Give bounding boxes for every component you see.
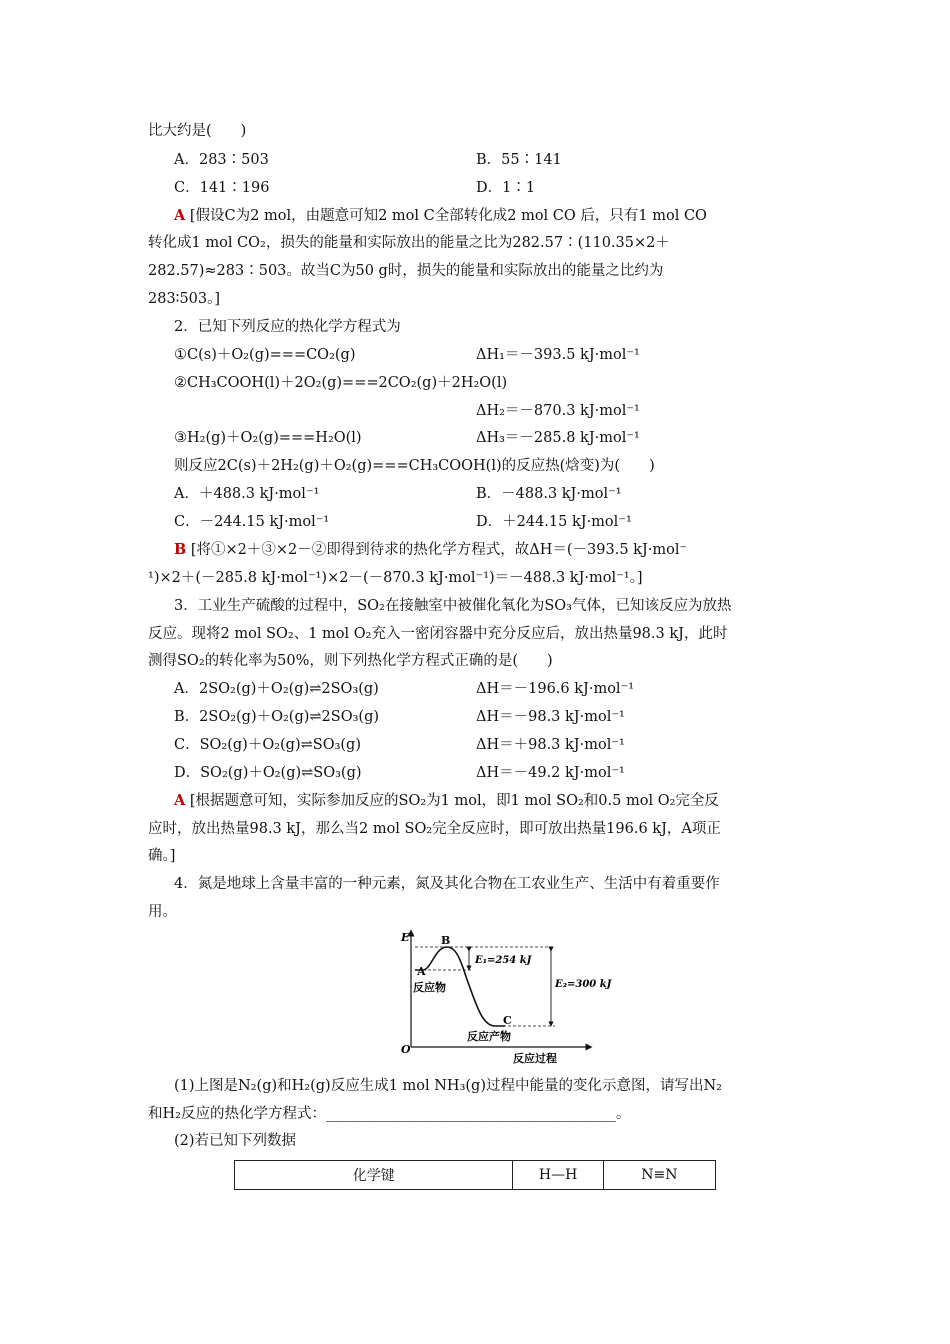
q4-stem-line: 4．氮是地球上含量丰富的一种元素，氮及其化合物在工农业生产、生活中有着重要作	[174, 876, 720, 892]
q1-option-c: C．141∶196	[174, 180, 270, 196]
q2-option-b: B．－488.3 kJ·mol⁻¹	[476, 486, 622, 502]
q1-stem-end: 比大约是( )	[148, 123, 247, 139]
table-header-cell: H—H	[513, 1161, 603, 1190]
table-header-cell: 化学键	[235, 1161, 513, 1190]
y-axis-label: E	[401, 931, 410, 944]
q3-option-d-enthalpy: ΔH＝－49.2 kJ·mol⁻¹	[476, 765, 625, 781]
q1-explanation-line: 282.57)≈283∶503。故当C为50 g时，损失的能量和实际放出的能量之比约为	[148, 263, 664, 279]
q2-question: 则反应2C(s)＋2H₂(g)＋O₂(g)===CH₃COOH(l)的反应热(焓变)为( )	[174, 458, 655, 474]
q2-explanation-line: ¹)×2＋(－285.8 kJ·mol⁻¹)×2－(－870.3 kJ·mol⁻¹)＝－488.3 kJ·mol⁻¹。]	[148, 570, 643, 586]
q4-part1-line: 和H₂反应的热化学方程式：________________________________________。	[148, 1106, 631, 1122]
x-axis-label: 反应过程	[513, 1052, 557, 1065]
q2-option-c: C．－244.15 kJ·mol⁻¹	[174, 514, 330, 530]
q2-option-d: D．＋244.15 kJ·mol⁻¹	[476, 514, 632, 530]
table-row	[235, 1161, 716, 1190]
point-c-label: C	[503, 1014, 512, 1027]
q1-option-b: B．55∶141	[476, 152, 562, 168]
q3-option-a: A．2SO₂(g)＋O₂(g)⇌2SO₃(g)	[174, 681, 379, 697]
bond-energy-table	[234, 1160, 716, 1190]
q2-enthalpy-1: ΔH₁＝－393.5 kJ·mol⁻¹	[476, 347, 640, 363]
q3-option-a-enthalpy: ΔH＝－196.6 kJ·mol⁻¹	[476, 681, 635, 697]
q3-stem-line: 反应。现将2 mol SO₂、1 mol O₂充入一密闭容器中充分反应后，放出热量98.3 kJ，此时	[148, 626, 728, 642]
q3-option-b: B．2SO₂(g)＋O₂(g)⇌2SO₃(g)	[174, 709, 380, 725]
q1-answer: A	[174, 207, 186, 224]
q3-option-c-enthalpy: ΔH＝＋98.3 kJ·mol⁻¹	[476, 737, 625, 753]
q2-enthalpy-2: ΔH₂＝－870.3 kJ·mol⁻¹	[476, 403, 640, 419]
point-a-label: A	[417, 965, 426, 978]
q4-part2: (2)若已知下列数据	[174, 1133, 297, 1149]
e2-label: E₂=300 kJ	[555, 979, 612, 990]
e1-label: E₁=254 kJ	[475, 955, 532, 966]
q2-answer: B	[174, 541, 187, 558]
q2-equation-2: ②CH₃COOH(l)＋2O₂(g)===2CO₂(g)＋2H₂O(l)	[174, 375, 508, 391]
q1-explanation-line: 283∶503。]	[148, 291, 221, 307]
q2-explanation-line: B [将①×2＋③×2－②即得到待求的热化学方程式，故ΔH＝(－393.5 kJ·mol⁻	[174, 541, 688, 558]
origin-label: O	[401, 1043, 411, 1056]
q3-option-d: D．SO₂(g)＋O₂(g)⇌SO₃(g)	[174, 765, 362, 781]
q3-option-b-enthalpy: ΔH＝－98.3 kJ·mol⁻¹	[476, 709, 625, 725]
q3-explanation-line: 确。]	[148, 848, 176, 864]
table-header-cell: N≡N	[603, 1161, 715, 1190]
q3-answer: A	[174, 792, 186, 809]
q4-stem-line: 用。	[148, 904, 177, 920]
q1-explanation-line: A [假设C为2 mol，由题意可知2 mol C全部转化成2 mol CO 后，只有1 mol CO	[174, 207, 707, 224]
reactants-label: 反应物	[413, 981, 446, 994]
q1-option-d: D．1∶1	[476, 180, 536, 196]
q3-explanation-line: 应时，放出热量98.3 kJ，那么当2 mol SO₂完全反应时，即可放出热量196.6 kJ，A项正	[148, 821, 721, 837]
q2-stem: 2．已知下列反应的热化学方程式为	[174, 319, 401, 335]
q3-stem-line: 测得SO₂的转化率为50%，则下列热化学方程式正确的是( )	[148, 653, 553, 669]
q2-equation-1: ①C(s)＋O₂(g)===CO₂(g)	[174, 347, 356, 363]
q4-part1-line: (1)上图是N₂(g)和H₂(g)反应生成1 mol NH₃(g)过程中能量的变化示意图，请写出N₂	[174, 1078, 722, 1094]
point-b-label: B	[441, 934, 451, 947]
q2-enthalpy-3: ΔH₃＝－285.8 kJ·mol⁻¹	[476, 430, 640, 446]
q3-stem-line: 3．工业生产硫酸的过程中，SO₂在接触室中被催化氧化为SO₃气体，已知该反应为放热	[174, 598, 732, 614]
q1-explanation-line: 转化成1 mol CO₂，损失的能量和实际放出的能量之比为282.57∶(110.35×2＋	[148, 235, 670, 251]
energy-diagram	[395, 925, 612, 1065]
q2-equation-3: ③H₂(g)＋O₂(g)===H₂O(l)	[174, 430, 362, 446]
q3-explanation-line: A [根据题意可知，实际参加反应的SO₂为1 mol，即1 mol SO₂和0.5 mol O₂完全反	[174, 792, 719, 809]
q3-option-c: C．SO₂(g)＋O₂(g)⇌SO₃(g)	[174, 737, 361, 753]
products-label: 反应产物	[467, 1030, 511, 1043]
q2-option-a: A．＋488.3 kJ·mol⁻¹	[174, 486, 320, 502]
q1-option-a: A．283∶503	[174, 152, 269, 168]
